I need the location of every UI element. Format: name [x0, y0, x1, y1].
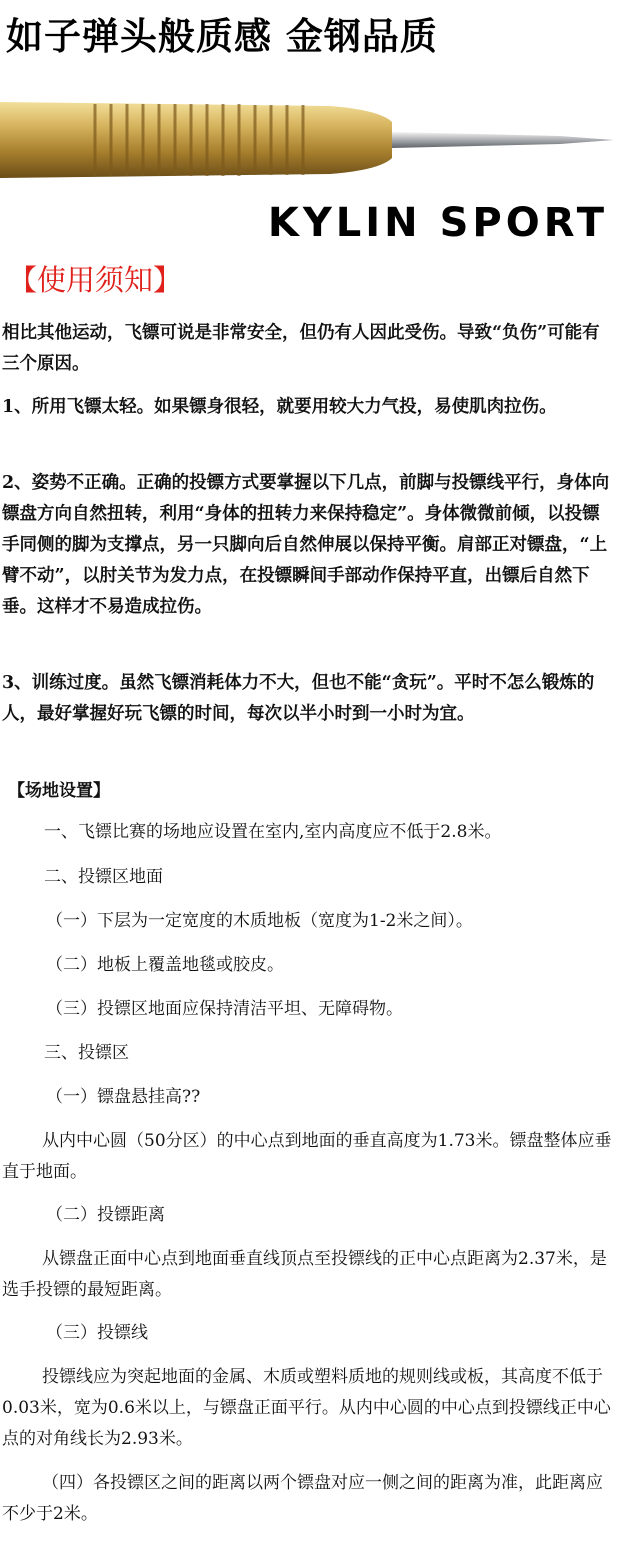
site-subitem: （三）投镖线 [46, 1323, 148, 1343]
site-subitem: （一）镖盘悬挂高?? [46, 1087, 201, 1107]
site-subitem: （二）投镖距离 [46, 1205, 165, 1225]
usage-paragraph: 1、所用飞镖太轻。如果镖身很轻，就要用较大力气投，易使肌肉拉伤。 [2, 397, 557, 417]
site-item-indoor-height: 一、飞镖比赛的场地应设置在室内,室内高度应不低于2.8米。 [44, 822, 502, 842]
site-item-floor: 二、投镖区地面 [44, 867, 163, 887]
site-detail-text: （四）各投镖区之间的距离以两个镖盘对应一侧之间的距离为准，此距离应不少于2米。 [2, 1473, 603, 1524]
brand-logo-text: KYLIN SPORT [267, 200, 608, 246]
page-headline: 如子弹头般质感 金钢品质 [6, 15, 438, 58]
site-detail-text: 从内中心圆（50分区）的中心点到地面的垂直高度为1.73米。镖盘整体应垂直于地面。 [2, 1131, 612, 1182]
usage-paragraph: 3、训练过度。虽然飞镖消耗体力不大，但也不能“贪玩”。平时不怎么锻炼的人，最好掌握好玩飞镖的时间，每次以半小时到一小时为宜。 [2, 673, 595, 724]
usage-paragraph: 2、姿势不正确。正确的投镖方式要掌握以下几点，前脚与投镖线平行，身体向镖盘方向自然扭转，利用“身体的扭转力来保持稳定”。身体微微前倾，以投镖手同侧的脚为支撑点，另一只脚向后自然伸展以保持平衡。肩部正对镖盘，“上臂不动”，以肘关节为发力点，在投镖瞬间手部动作保持平直，出镖后自然下垂。这样才不易造成拉伤。 [2, 473, 610, 617]
site-detail-text: 从镖盘正面中心点到地面垂直线顶点至投镖线的正中心点距离为2.37米，是选手投镖的最短距离。 [2, 1249, 607, 1300]
site-subitem: （一）下层为一定宽度的木质地板（宽度为1-2米之间）。 [46, 911, 473, 931]
site-item-throwing-area: 三、投镖区 [44, 1043, 129, 1063]
site-subitem: （三）投镖区地面应保持清洁平坦、无障碍物。 [46, 999, 403, 1019]
usage-paragraph: 相比其他运动，飞镖可说是非常安全，但仍有人因此受伤。导致“负伤”可能有三个原因。 [2, 323, 600, 374]
site-subitem: （二）地板上覆盖地毯或胶皮。 [46, 955, 284, 975]
usage-section-title: 【使用须知】 [8, 263, 183, 297]
dart-barrel-image [0, 92, 620, 188]
site-section-title: 【场地设置】 [8, 781, 110, 801]
site-detail-text: 投镖线应为突起地面的金属、木质或塑料质地的规则线或板，其高度不低于0.03米，宽为0.6米以上，与镖盘正面平行。从内中心圆的中心点到投镖线正中心点的对角线长为2.93米。 [2, 1367, 611, 1449]
